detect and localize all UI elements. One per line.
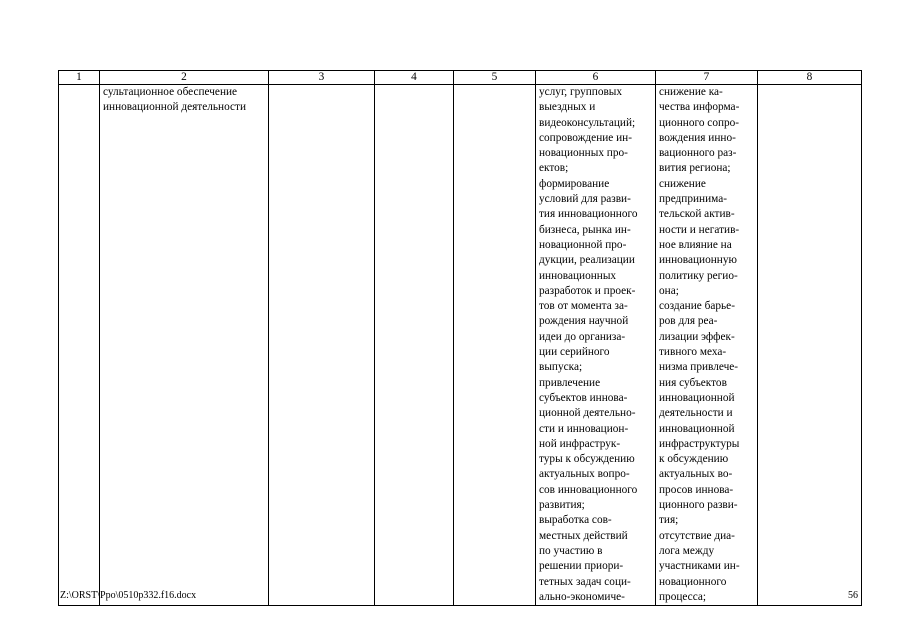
- cell-text-line: инновационной деятельности: [103, 101, 247, 114]
- cell-text-line: тетных задач соци-: [539, 575, 631, 588]
- cell-text-line: ности и негатив-: [659, 223, 740, 236]
- cell-text-line: тов от момента за-: [539, 300, 628, 313]
- cell-text-line: ной инфраструк-: [539, 437, 621, 450]
- cell-text-line: разработок и проек-: [539, 284, 636, 297]
- cell-text-line: услуг, групповых: [539, 86, 623, 98]
- cell-col2: [100, 85, 269, 606]
- cell-text-line: ции серийного: [539, 346, 610, 359]
- cell-text-line: видеоконсультаций;: [539, 116, 636, 129]
- column-header-5: 5: [454, 71, 536, 85]
- cell-text-line: актуальных во-: [659, 468, 733, 481]
- cell-text-line: вития региона;: [659, 162, 731, 175]
- cell-text-line: ально-экономиче-: [539, 590, 625, 603]
- column-header-3: 3: [269, 71, 375, 85]
- column-header-1: 1: [59, 71, 100, 85]
- cell-col7: [656, 85, 758, 606]
- cell-text-line: бизнеса, рынка ин-: [539, 223, 631, 236]
- cell-text-line: тельской актив-: [659, 208, 735, 221]
- cell-text-line: выработка сов-: [539, 514, 612, 527]
- cell-text-line: новационных про-: [539, 147, 628, 160]
- cell-text-line: политику регио-: [659, 269, 738, 282]
- cell-text-line: снижение ка-: [659, 86, 723, 98]
- cell-text-line: инновационной: [659, 391, 735, 404]
- cell-text-line: условий для разви-: [539, 193, 631, 206]
- cell-col4: [375, 85, 454, 606]
- cell-text-line: привлечение: [539, 376, 601, 389]
- cell-text-line: идеи до организа-: [539, 330, 626, 343]
- cell-col3: [269, 85, 375, 606]
- cell-text-line: новационного: [659, 575, 727, 588]
- cell-text-line: субъектов иннова-: [539, 391, 628, 404]
- cell-text-line: участниками ин-: [659, 560, 740, 573]
- cell-text-line: местных действий: [539, 529, 628, 542]
- cell-text-line: дукции, реализации: [539, 254, 635, 267]
- cell-text-line: сопровождение ин-: [539, 131, 632, 144]
- cell-text-line: новационной про-: [539, 238, 627, 251]
- cell-text-line: сультационное обеспечение: [103, 86, 238, 98]
- footer-page-number: 56: [848, 590, 858, 601]
- cell-text-line: актуальных вопро-: [539, 468, 630, 481]
- cell-text-line: отсутствие диа-: [659, 529, 735, 542]
- cell-text-line: инфраструктуры: [659, 437, 740, 450]
- cell-text-line: ное влияние на: [659, 238, 732, 251]
- cell-text-line: выпуска;: [539, 361, 583, 374]
- table-header-row: [59, 71, 862, 85]
- cell-text-line: просов иннова-: [659, 483, 734, 496]
- cell-text-line: инновационных: [539, 269, 617, 282]
- cell-text-line: тия инновационного: [539, 208, 638, 221]
- cell-text-line: тивного меха-: [659, 346, 727, 359]
- column-header-7: 7: [656, 71, 758, 85]
- cell-text-line: ционного сопро-: [659, 116, 740, 129]
- document-table: [58, 70, 862, 606]
- cell-col1: [59, 85, 100, 606]
- cell-col8: [758, 85, 862, 606]
- cell-text-line: создание барье-: [659, 300, 735, 313]
- cell-text-line: формирование: [539, 177, 610, 190]
- cell-text-line: рождения научной: [539, 315, 629, 328]
- cell-text-line: предпринима-: [659, 193, 727, 206]
- table-row: [59, 85, 862, 606]
- cell-text-line: низма привлече-: [659, 361, 739, 374]
- column-header-6: 6: [536, 71, 656, 85]
- footer-file-path: Z:\ORST\Ppo\0510p332.f16.docx: [60, 590, 197, 601]
- cell-text-line: решении приори-: [539, 560, 624, 573]
- cell-text-line: сти и инновацион-: [539, 422, 629, 435]
- cell-text-line: лизации эффек-: [659, 330, 735, 343]
- cell-text-line: ектов;: [539, 162, 569, 175]
- cell-text-line: процесса;: [659, 590, 707, 603]
- cell-text-line: ционного разви-: [659, 499, 738, 512]
- cell-text-line: развития;: [539, 499, 585, 512]
- cell-col5: [454, 85, 536, 606]
- cell-text-line: ния субъектов: [659, 376, 727, 389]
- cell-text-line: она;: [659, 284, 679, 297]
- cell-text-line: снижение: [659, 177, 706, 190]
- cell-text-line: вационного раз-: [659, 147, 737, 160]
- cell-text-line: ционной деятельно-: [539, 407, 636, 420]
- cell-text-line: инновационной: [659, 422, 735, 435]
- cell-text-line: ров для реа-: [659, 315, 718, 328]
- cell-text-line: вождения инно-: [659, 131, 736, 144]
- cell-text-line: выездных и: [539, 101, 596, 114]
- cell-text-line: деятельности и: [659, 407, 733, 420]
- cell-text-line: чества информа-: [659, 101, 740, 114]
- cell-text-line: инновационную: [659, 254, 737, 267]
- column-header-4: 4: [375, 71, 454, 85]
- cell-text-line: лога между: [659, 544, 715, 557]
- column-header-8: 8: [758, 71, 862, 85]
- cell-col6: [536, 85, 656, 606]
- cell-text-line: тия;: [659, 514, 679, 527]
- cell-text-line: к обсуждению: [659, 453, 729, 466]
- cell-text-line: сов инновационного: [539, 483, 638, 496]
- cell-text-line: туры к обсуждению: [539, 453, 635, 466]
- cell-text-line: по участию в: [539, 544, 603, 557]
- column-header-2: 2: [100, 71, 269, 85]
